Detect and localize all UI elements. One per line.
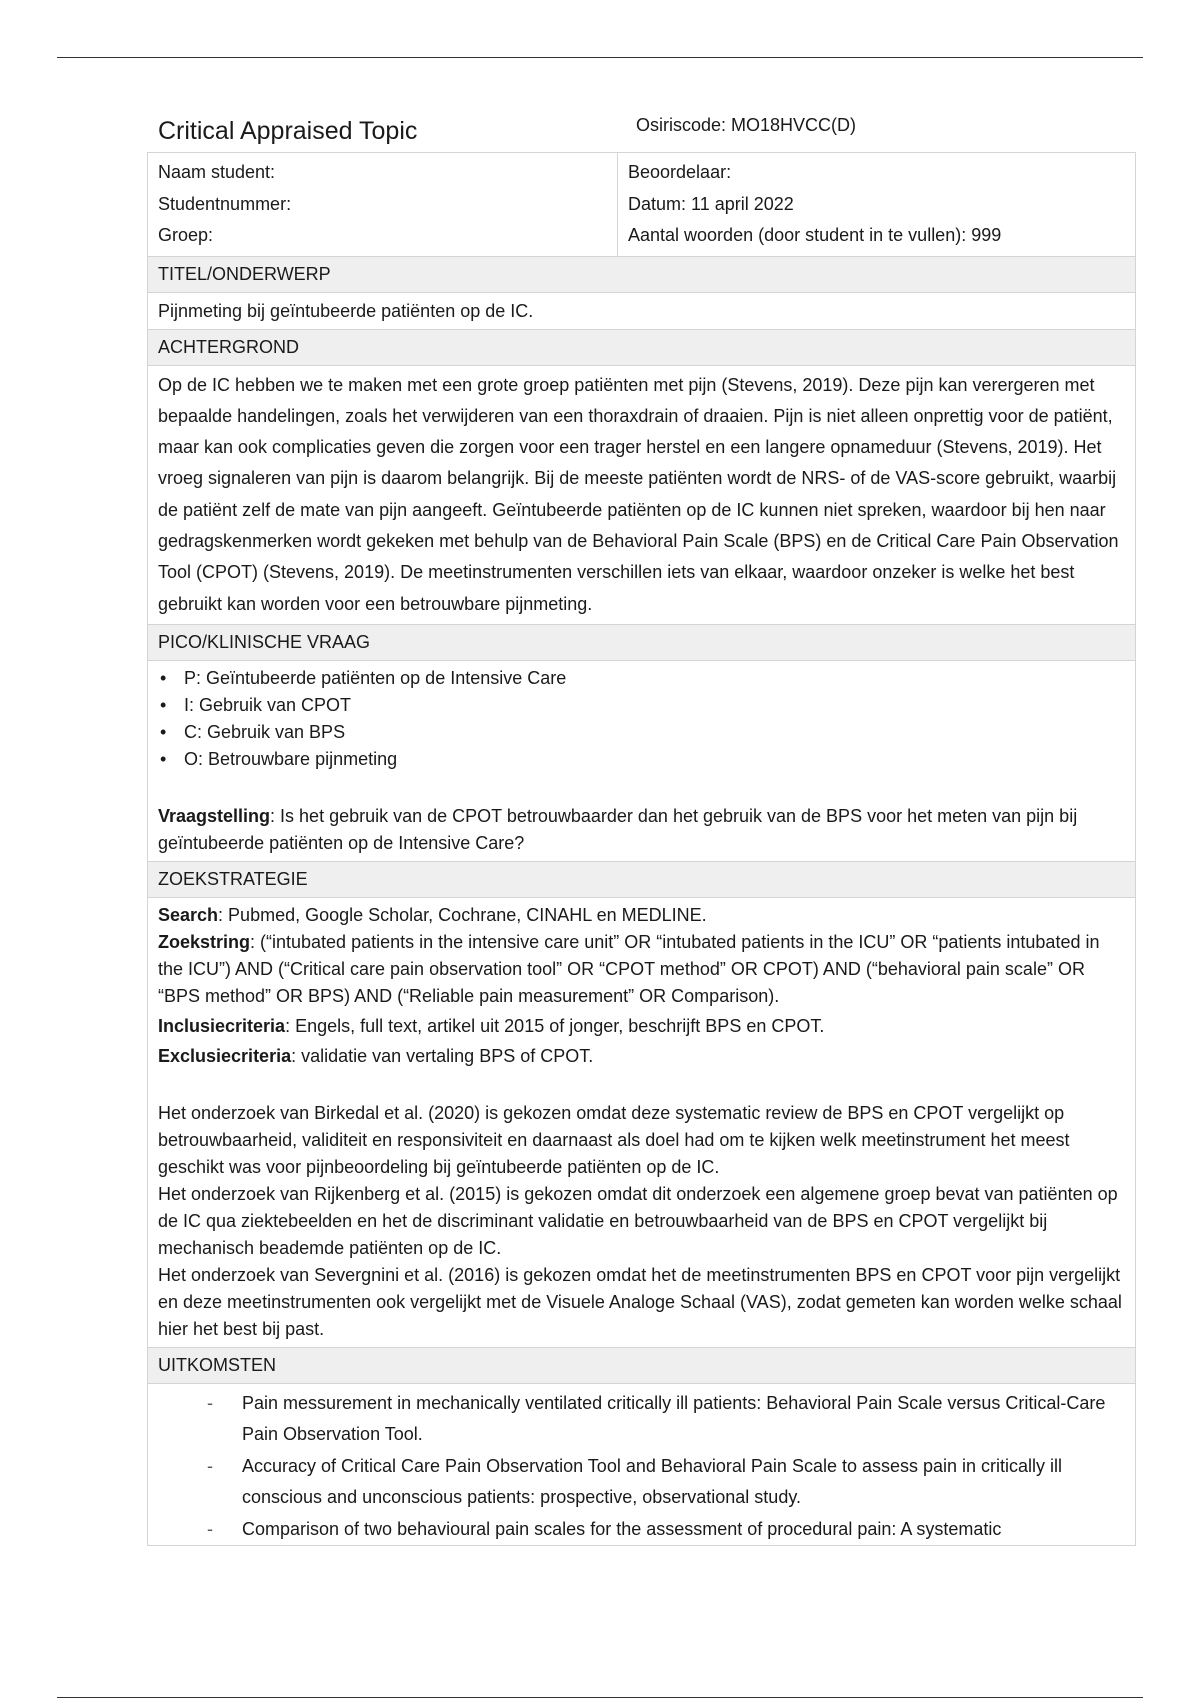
uitkomsten-list	[158, 1388, 1125, 1546]
section-header-uitkomsten: UITKOMSTEN	[148, 1347, 1136, 1383]
inclusie-text: : Engels, full text, artikel uit 2015 of jonger, beschrijft BPS en CPOT.	[285, 1015, 825, 1036]
cat-form-table	[147, 152, 1136, 1546]
groep-label: Groep:	[158, 225, 214, 245]
vraagstelling	[158, 803, 1125, 857]
pico-item-o: • O: Betrouwbare pijnmeting	[184, 746, 1125, 773]
vraagstelling-label: Vraagstelling	[158, 805, 271, 826]
document-page	[147, 110, 1135, 1546]
pico-item-i: • I: Gebruik van CPOT	[184, 692, 1125, 719]
inclusie-line	[158, 1013, 1125, 1040]
zoekstring-label: Zoekstring	[158, 931, 251, 952]
zoekstring-line	[158, 929, 1125, 1010]
pico-item-p: • P: Geïntubeerde patiënten op de Intensive Care	[184, 665, 1125, 692]
datum: Datum: 11 april 2022	[628, 193, 794, 214]
pico-item-c: • C: Gebruik van BPS	[184, 719, 1125, 746]
zoekstrategie-cell	[148, 897, 1136, 1347]
uitkomst-item: - Accuracy of Critical Care Pain Observation Tool and Behavioral Pain Scale to assess pain in critically ill conscious and unconscious patients: prospective, observational study.	[242, 1451, 1125, 1514]
rationale-severgnini: Het onderzoek van Severgnini et al. (2016) is gekozen omdat het de meetinstrumenten BPS en CPOT voor pijn vergelijkt en deze meetinstrumenten ook vergelijkt met de Visuele Analoge Schaal (VAS), zodat gemeten kan worden welke schaal hier het best bij past.	[158, 1264, 1122, 1339]
section-header-titel: TITEL/ONDERWERP	[148, 256, 1136, 292]
pico-cell	[148, 660, 1136, 861]
section-header-achtergrond: ACHTERGROND	[148, 329, 1136, 365]
naam-student-label: Naam student:	[158, 162, 276, 182]
meta-row	[148, 153, 1136, 257]
exclusie-label: Exclusiecriteria	[158, 1045, 292, 1066]
aantal-woorden: Aantal woorden (door student in te vullen): 999	[628, 225, 1002, 245]
uitkomsten-cell	[148, 1383, 1136, 1546]
beoordelaar-label: Beoordelaar:	[628, 162, 732, 182]
inclusie-label: Inclusiecriteria	[158, 1015, 286, 1036]
pico-list	[158, 665, 1125, 773]
osiriscode: Osiriscode: MO18HVCC(D)	[636, 115, 857, 135]
search-label: Search	[158, 904, 219, 925]
vraagstelling-text: : Is het gebruik van de CPOT betrouwbaarder dan het gebruik van de BPS voor het meten van pijn bij geïntubeerde patiënten op de Intensive Care?	[158, 805, 1078, 853]
student-info-cell	[148, 153, 618, 257]
assessment-info-cell	[618, 153, 1136, 257]
zoekstring-text: : (“intubated patients in the intensive care unit” OR “intubated patients in the ICU” OR “patients intubated in the ICU”) AND (“Critical care pain observation tool” OR “CPOT method” OR CPOT) AND (“behavioral pain scale” OR “BPS method” OR BPS) AND (“Reliable pain measurement” OR Comparison).	[158, 931, 1100, 1006]
section-header-pico: PICO/KLINISCHE VRAAG	[148, 624, 1136, 660]
rationale-rijkenberg: Het onderzoek van Rijkenberg et al. (2015) is gekozen omdat dit onderzoek een algemene groep bevat van patiënten op de IC qua ziektebeelden en het de discriminant validatie en betrouwbaarheid van de BPS en CPOT vergelijkt bij mechanisch beademde patiënten op de IC.	[158, 1183, 1118, 1258]
top-rule	[57, 57, 1143, 58]
bottom-rule	[57, 1697, 1143, 1698]
document-title: Critical Appraised Topic	[158, 117, 418, 145]
title-row	[147, 110, 1135, 152]
achtergrond-text: Op de IC hebben we te maken met een grote groep patiënten met pijn (Stevens, 2019). Deze pijn kan verergeren met bepaalde handelingen, zoals het verwijderen van een thoraxdrain of draaien. Pijn is niet alleen onprettig voor de patiënt, maar kan ook complicaties geven die zorgen voor een trager herstel en een langere opnameduur (Stevens, 2019). Het vroeg signaleren van pijn is daarom belangrijk. Bij de meeste patiënten wordt de NRS- of de VAS-score gebruikt, waarbij de patiënt zelf de mate van pijn aangeeft. Geïntubeerde patiënten op de IC kunnen niet spreken, waardoor bij hen naar gedragskenmerken wordt gekeken met behulp van de Behavioral Pain Scale (BPS) en de Critical Care Pain Observation Tool (CPOT) (Stevens, 2019). De meetinstrumenten verschillen iets van elkaar, waardoor onzeker is welke het best gebruikt kan worden voor een betrouwbare pijnmeting.	[148, 365, 1136, 624]
exclusie-line	[158, 1043, 1125, 1070]
uitkomst-item: - Comparison of two behavioural pain scales for the assessment of procedural pain: A systematic	[242, 1514, 1125, 1546]
search-line	[158, 902, 1125, 929]
studentnummer-label: Studentnummer:	[158, 193, 292, 214]
search-text: : Pubmed, Google Scholar, Cochrane, CINAHL en MEDLINE.	[218, 904, 707, 925]
exclusie-text: : validatie van vertaling BPS of CPOT.	[291, 1045, 594, 1066]
rationale-birkedal: Het onderzoek van Birkedal et al. (2020) is gekozen omdat deze systematic review de BPS en CPOT vergelijkt op betrouwbaarheid, validiteit en responsiviteit en daarnaast als doel had om te kijken welk meetinstrument het meest geschikt was voor pijnbeoordeling bij geïntubeerde patiënten op de IC.	[158, 1102, 1070, 1177]
uitkomst-item: - Pain messurement in mechanically ventilated critically ill patients: Behavioral Pain Scale versus Critical-Care Pain Observation Tool.	[242, 1388, 1125, 1451]
titel-text: Pijnmeting bij geïntubeerde patiënten op de IC.	[148, 292, 1136, 329]
section-header-zoekstrategie: ZOEKSTRATEGIE	[148, 861, 1136, 897]
